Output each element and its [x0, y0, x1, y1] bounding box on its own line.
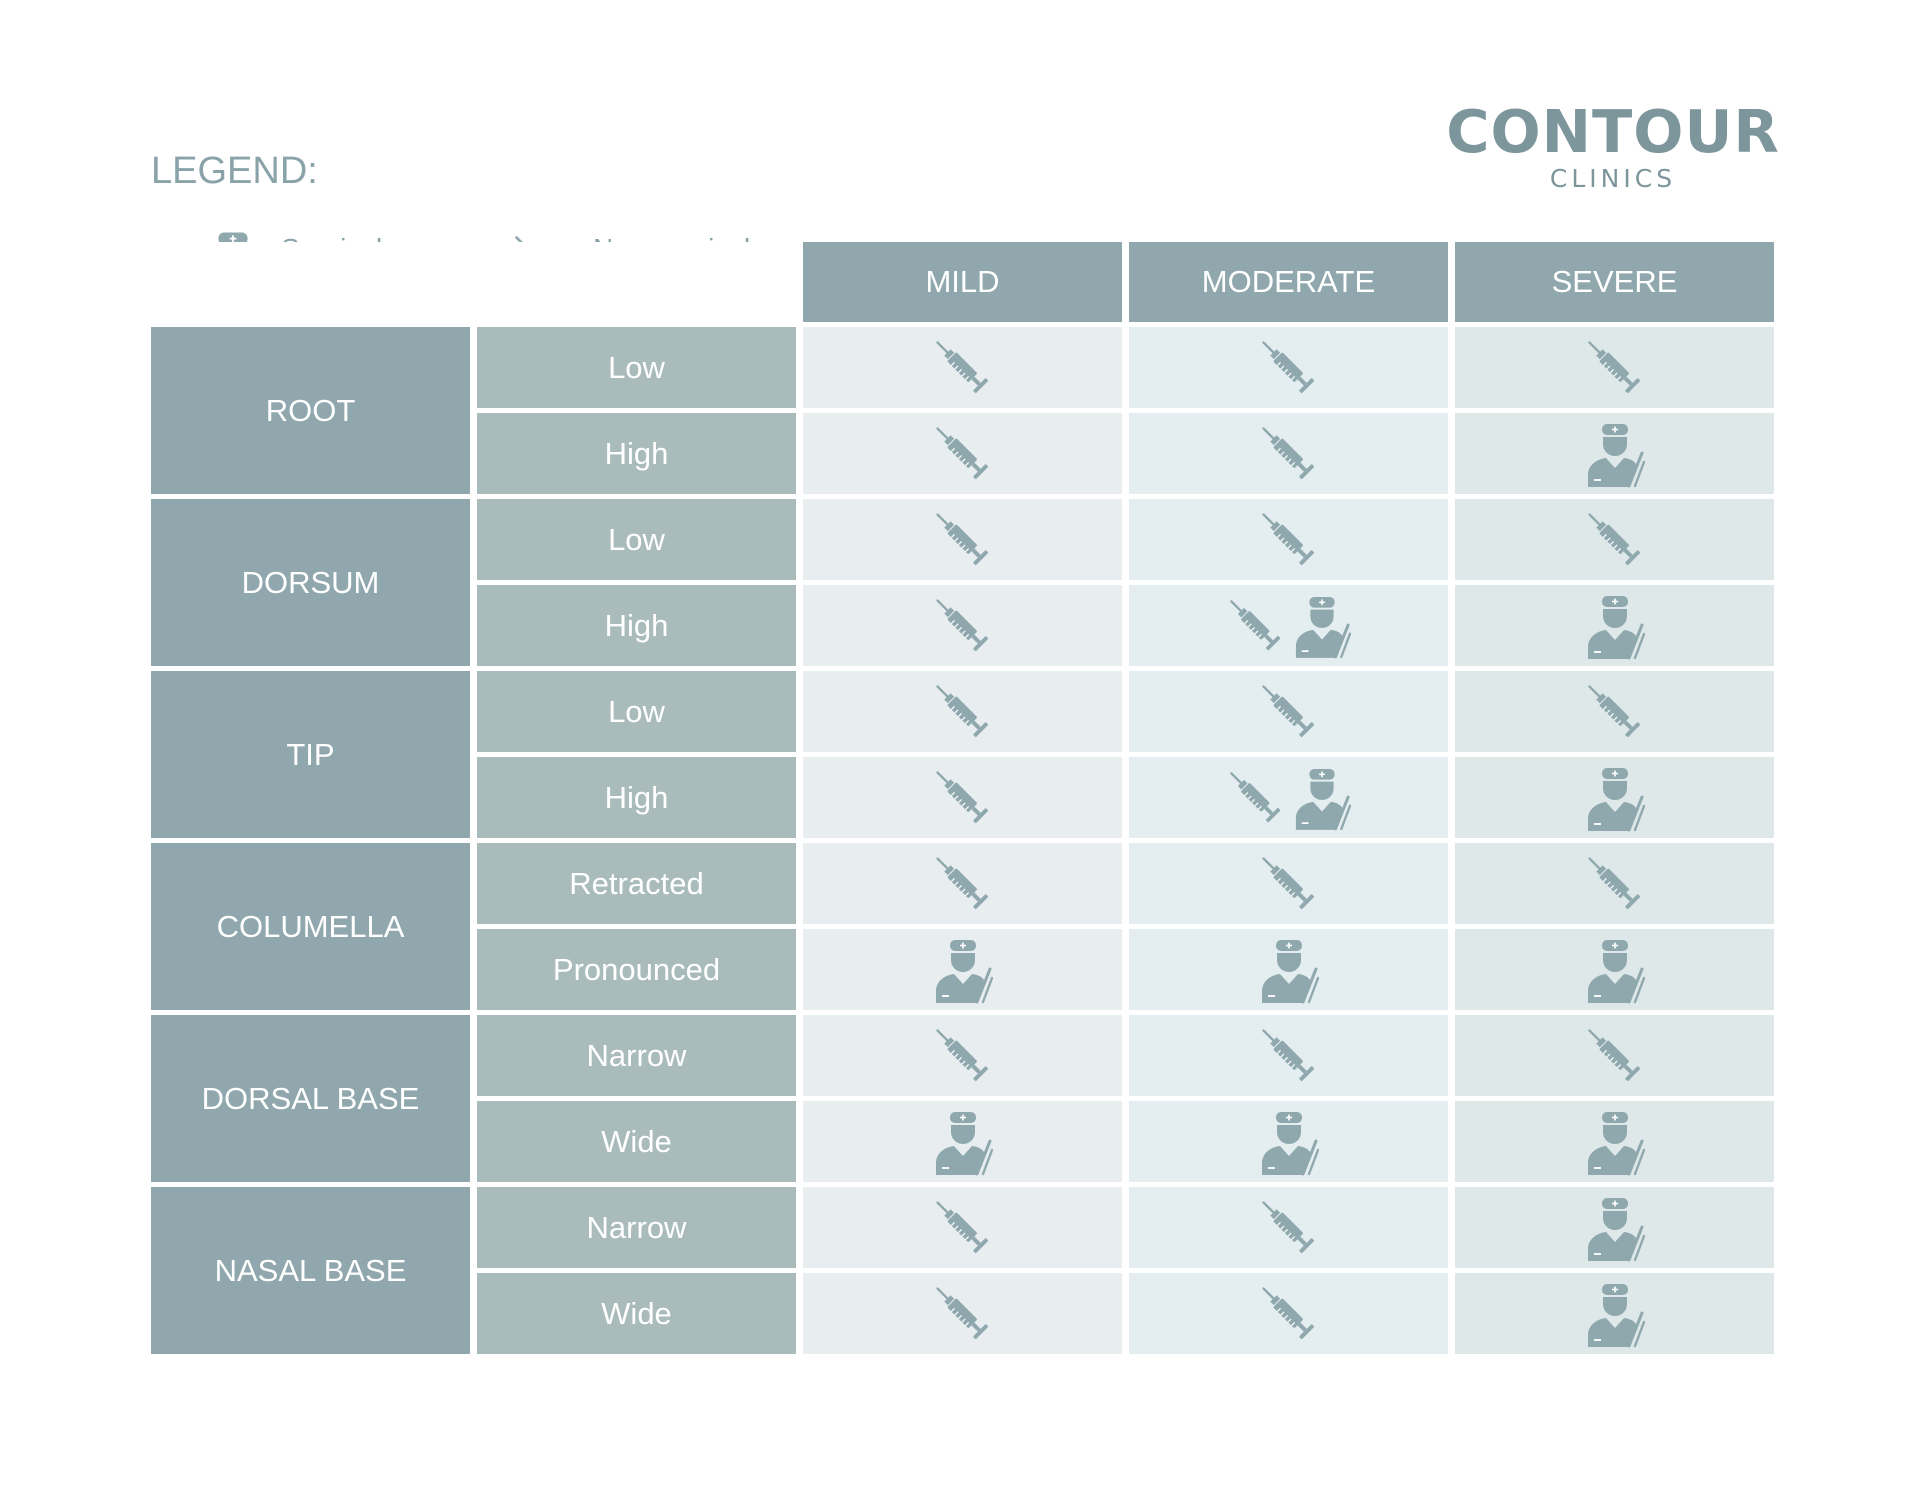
option-cell-severe: [1455, 671, 1774, 752]
option-icons: [933, 678, 993, 746]
syringe-icon: [1259, 1022, 1319, 1090]
syringe-icon: [1259, 420, 1319, 488]
syringe-icon: [1585, 678, 1645, 746]
header-blank: [151, 242, 470, 322]
option-cell-severe: [1455, 1015, 1774, 1096]
level-label: Wide: [477, 1101, 796, 1182]
option-cell-moderate: [1129, 327, 1448, 408]
severity-header-moderate: MODERATE: [1129, 242, 1448, 322]
option-cell-severe: [1455, 843, 1774, 924]
surgeon-icon: [933, 936, 993, 1004]
option-cell-mild: [803, 843, 1122, 924]
option-icons: [1259, 936, 1319, 1004]
surgeon-icon: [1585, 1194, 1645, 1262]
option-icons: [933, 764, 993, 832]
option-icons: [933, 850, 993, 918]
option-cell-severe: [1455, 757, 1774, 838]
syringe-icon: [933, 764, 993, 832]
option-cell-mild: [803, 1273, 1122, 1354]
level-label: High: [477, 585, 796, 666]
option-icons: [1227, 593, 1351, 659]
option-cell-severe: [1455, 413, 1774, 494]
option-icons: [1259, 1194, 1319, 1262]
surgeon-icon: [933, 1108, 993, 1176]
option-cell-moderate: [1129, 1101, 1448, 1182]
syringe-icon: [933, 592, 993, 660]
option-cell-moderate: [1129, 929, 1448, 1010]
option-icons: [1585, 1108, 1645, 1176]
option-icons: [1585, 850, 1645, 918]
syringe-icon: [933, 1194, 993, 1262]
option-icons: [1259, 334, 1319, 402]
level-label: High: [477, 413, 796, 494]
option-cell-mild: [803, 327, 1122, 408]
option-cell-severe: [1455, 1101, 1774, 1182]
option-cell-moderate: [1129, 843, 1448, 924]
syringe-icon: [1259, 1194, 1319, 1262]
option-cell-moderate: [1129, 585, 1448, 666]
option-icons: [933, 592, 993, 660]
surgeon-icon: [1585, 592, 1645, 660]
option-icons: [1585, 1022, 1645, 1090]
region-label: NASAL BASE: [151, 1187, 470, 1354]
option-icons: [933, 936, 993, 1004]
option-cell-mild: [803, 585, 1122, 666]
surgeon-icon: [1293, 593, 1351, 659]
syringe-icon: [933, 1280, 993, 1348]
option-cell-moderate: [1129, 413, 1448, 494]
option-icons: [1259, 506, 1319, 574]
level-label: Narrow: [477, 1187, 796, 1268]
option-icons: [1259, 678, 1319, 746]
option-icons: [933, 1022, 993, 1090]
legend-title: LEGEND:: [151, 150, 318, 192]
option-icons: [933, 1194, 993, 1262]
option-icons: [1227, 765, 1351, 831]
option-cell-mild: [803, 413, 1122, 494]
syringe-icon: [1259, 850, 1319, 918]
region-label: ROOT: [151, 327, 470, 494]
option-icons: [1585, 936, 1645, 1004]
syringe-icon: [1585, 334, 1645, 402]
syringe-icon: [933, 678, 993, 746]
option-cell-mild: [803, 1015, 1122, 1096]
region-label: COLUMELLA: [151, 843, 470, 1010]
brand-logo: [1440, 97, 1786, 194]
option-icons: [1585, 1194, 1645, 1262]
option-cell-severe: [1455, 499, 1774, 580]
option-cell-moderate: [1129, 1187, 1448, 1268]
surgeon-icon: [1585, 764, 1645, 832]
option-icons: [1259, 1022, 1319, 1090]
option-icons: [1259, 850, 1319, 918]
option-icons: [1585, 764, 1645, 832]
option-cell-mild: [803, 757, 1122, 838]
surgeon-icon: [1585, 936, 1645, 1004]
surgeon-icon: [1293, 765, 1351, 831]
option-cell-mild: [803, 929, 1122, 1010]
option-cell-severe: [1455, 327, 1774, 408]
option-cell-moderate: [1129, 499, 1448, 580]
option-cell-severe: [1455, 1273, 1774, 1354]
option-icons: [933, 420, 993, 488]
syringe-icon: [1585, 506, 1645, 574]
option-icons: [1585, 334, 1645, 402]
option-icons: [1259, 1280, 1319, 1348]
option-icons: [1259, 420, 1319, 488]
level-label: Wide: [477, 1273, 796, 1354]
option-cell-moderate: [1129, 757, 1448, 838]
option-cell-severe: [1455, 929, 1774, 1010]
option-cell-moderate: [1129, 1273, 1448, 1354]
syringe-icon: [1585, 850, 1645, 918]
option-icons: [933, 506, 993, 574]
syringe-icon: [933, 334, 993, 402]
surgeon-icon: [1259, 936, 1319, 1004]
option-cell-severe: [1455, 1187, 1774, 1268]
option-cell-moderate: [1129, 671, 1448, 752]
syringe-icon: [933, 420, 993, 488]
level-label: Low: [477, 671, 796, 752]
level-label: Pronounced: [477, 929, 796, 1010]
severity-header-severe: SEVERE: [1455, 242, 1774, 322]
option-cell-mild: [803, 671, 1122, 752]
option-icons: [1585, 592, 1645, 660]
surgeon-icon: [1585, 420, 1645, 488]
region-label: DORSUM: [151, 499, 470, 666]
logo-subtitle: CLINICS: [1549, 164, 1677, 193]
syringe-icon: [1259, 1280, 1319, 1348]
syringe-icon: [933, 506, 993, 574]
region-label: DORSAL BASE: [151, 1015, 470, 1182]
level-label: High: [477, 757, 796, 838]
syringe-icon: [1259, 334, 1319, 402]
logo-wordmark: CONTOUR: [1446, 97, 1780, 166]
option-cell-moderate: [1129, 1015, 1448, 1096]
header-blank: [477, 242, 796, 322]
option-cell-mild: [803, 1187, 1122, 1268]
surgeon-icon: [1585, 1280, 1645, 1348]
option-icons: [1585, 1280, 1645, 1348]
level-label: Low: [477, 327, 796, 408]
level-label: Retracted: [477, 843, 796, 924]
surgeon-icon: [1585, 1108, 1645, 1176]
syringe-icon: [1227, 593, 1285, 659]
level-label: Low: [477, 499, 796, 580]
syringe-icon: [933, 850, 993, 918]
syringe-icon: [1227, 765, 1285, 831]
level-label: Narrow: [477, 1015, 796, 1096]
option-icons: [933, 334, 993, 402]
option-cell-mild: [803, 499, 1122, 580]
surgeon-icon: [1259, 1108, 1319, 1176]
syringe-icon: [933, 1022, 993, 1090]
option-icons: [933, 1280, 993, 1348]
syringe-icon: [1585, 1022, 1645, 1090]
option-icons: [1259, 1108, 1319, 1176]
option-icons: [1585, 678, 1645, 746]
option-cell-severe: [1455, 585, 1774, 666]
option-icons: [1585, 420, 1645, 488]
option-icons: [933, 1108, 993, 1176]
option-icons: [1585, 506, 1645, 574]
treatment-table: [151, 242, 1774, 1354]
syringe-icon: [1259, 506, 1319, 574]
region-label: TIP: [151, 671, 470, 838]
syringe-icon: [1259, 678, 1319, 746]
option-cell-mild: [803, 1101, 1122, 1182]
severity-header-mild: MILD: [803, 242, 1122, 322]
